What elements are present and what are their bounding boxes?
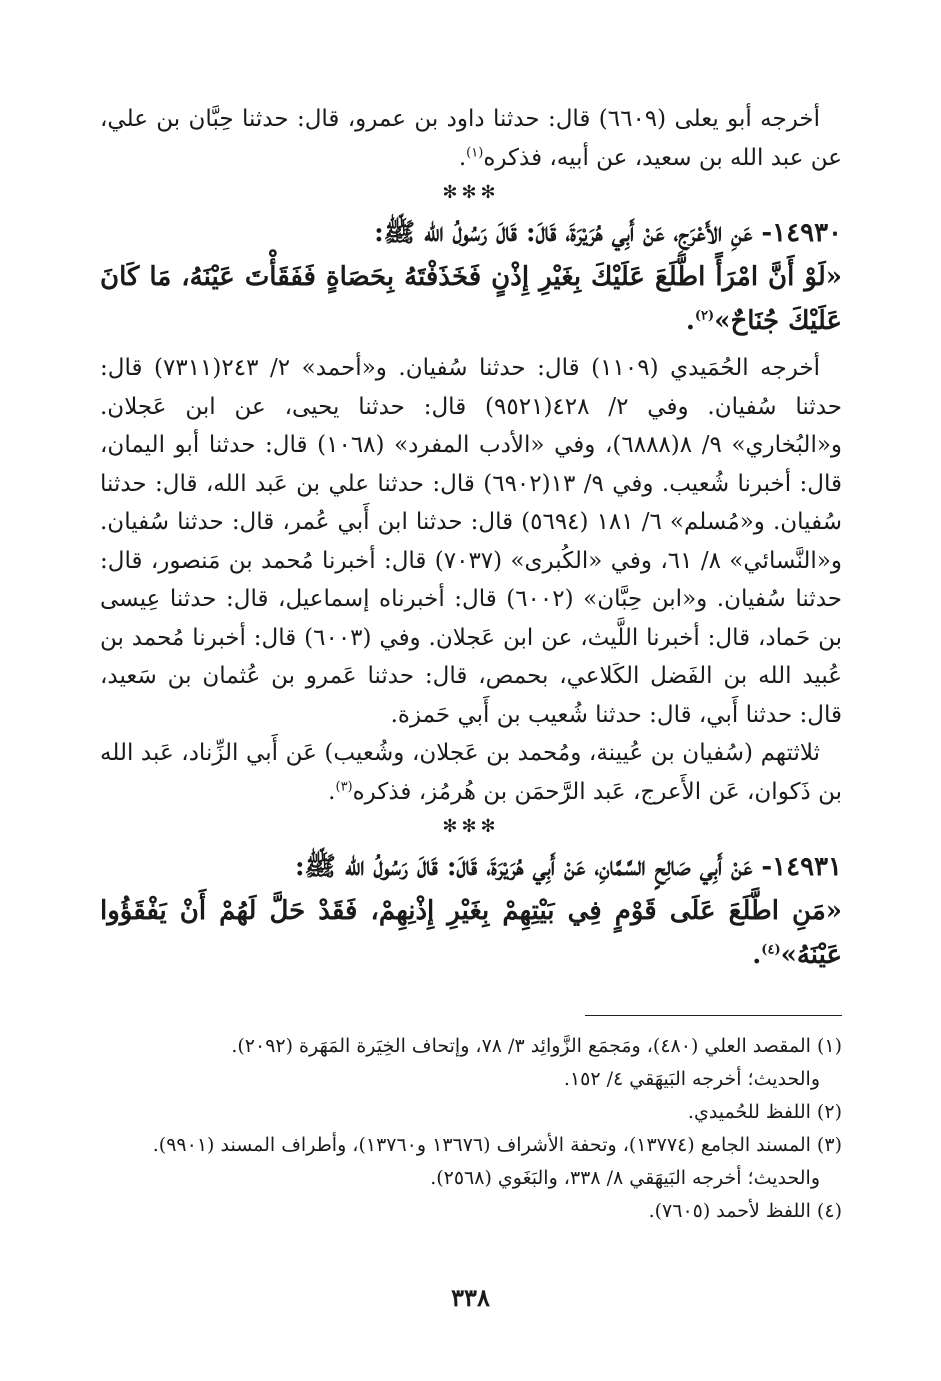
page-number: ٣٣٨: [451, 1283, 490, 1312]
paragraph-takhrij-3: ثلاثتهم (سُفيان بن عُيينة، ومُحمد بن عَجلان، وشُعيب) عَن أَبي الزِّناد، عَبد الله بن ذَكوان، عَن الأَعرج، عَبد الرَّحمَن بن هُرمُز، فذكره$^{(٣)}$.: [100, 740, 842, 805]
hadith-heading-14931: ١٤٩٣١- عَنْ أَبِي صَالِحٍ السَّمَّانِ، عَنْ أَبِي هُرَيْرَةَ، قَالَ: قَالَ رَسُولُ الله ﷺ:: [294, 852, 842, 882]
section-separator: ✻✻✻: [442, 182, 500, 203]
footnote-1-continued: والحديث؛ أخرجه البَيهَقي ٤/ ١٥٢.: [563, 1068, 820, 1090]
footnote-ref: (٤): [761, 942, 781, 958]
footnote-1: (١) المقصد العلي (٤٨٠)، ومَجمَع الزَّوائِد ٣/ ٧٨، وإتحاف الخِيَرة المَهَرة (٢٠٩٢).: [231, 1035, 842, 1057]
hadith-matn-14930: «لَوْ أَنَّ امْرَأً اطَّلَعَ عَلَيْكَ بِغَيْرِ إِذْنٍ فَخَذَفْتَهُ بِحَصَاةٍ فَفَقَأْتَ عَيْنَهُ، مَا كَانَ عَلَيْكَ جُنَاحٌ»$^{(٢)}$.: [100, 262, 842, 336]
paragraph-takhrij-2: أخرجه الحُمَيدي (١١٠٩) قال: حدثنا سُفيان. و«أحمد» ٢/ ٢٤٣(٧٣١١) قال: حدثنا سُفيان. وفي ٢/ ٤٢٨(٩٥٢١) قال: حدثنا يحيى، عن ابن عَجلان. و«البُخاري» ٩/ ٨(٦٨٨٨)، وفي «الأدب المفرد» (١٠٦٨) قال: حدثنا أبو اليمان، قال: أخبرنا شُعيب. وفي ٩/ ١٣(٦٩٠٢) قال: حدثنا علي بن عَبد الله، قال: حدثنا سُفيان. و«مُسلم» ٦/ ١٨١ (٥٦٩٤) قال: حدثنا ابن أَبي عُمر، قال: حدثنا سُفيان. و«النَّسائي» ٨/ ٦١، وفي «الكُبرى» (٧٠٣٧) قال: أخبرنا مُحمد بن مَنصور، قال: حدثنا سُفيان. و«ابن حِبَّان» (٦٠٠٢) قال: أخبرناه إسماعيل، قال: حدثنا عِيسى بن حَماد، قال: أخبرنا اللَّيث، عن ابن عَجلان. وفي (٦٠٠٣) قال: أخبرنا مُحمد بن عُبيد الله بن الفَضل الكَلاعي، بحمص، قال: حدثنا عَمرو بن عُثمان بن سَعيد، قال: حدثنا أَبي، قال: حدثنا شُعيب بن أَبي حَمزة.: [100, 355, 843, 728]
footnote-ref: (١): [466, 144, 484, 160]
paragraph-text: ثلاثتهم (سُفيان بن عُيينة، ومُحمد بن عَجلان، وشُعيب) عَن أَبي الزِّناد، عَبد الله بن ذَكوان، عَن الأَعرج، عَبد الرَّحمَن بن هُرمُز، فذكره: [100, 740, 842, 805]
paragraph-text: أخرجه أبو يعلى (٦٦٠٩) قال: حدثنا داود بن عمرو، قال: حدثنا حِبَّان بن علي، عن عبد الله بن سعيد، عن أبيه، فذكره: [100, 106, 842, 171]
matn-text: «مَنِ اطَّلَعَ عَلَى قَوْمٍ فِي بَيْتِهِمْ بِغَيْرِ إِذْنِهِمْ، فَقَدْ حَلَّ لَهُمْ أَنْ يَفْقَؤُوا عَيْنَهُ»: [100, 896, 842, 970]
footnote-2: (٢) اللفظ للحُميدي.: [687, 1101, 842, 1123]
matn-text: «لَوْ أَنَّ امْرَأً اطَّلَعَ عَلَيْكَ بِغَيْرِ إِذْنٍ فَخَذَفْتَهُ بِحَصَاةٍ فَفَقَأْتَ عَيْنَهُ، مَا كَانَ عَلَيْكَ جُنَاحٌ»: [100, 262, 842, 336]
footnotes: [100, 1030, 842, 1228]
footnote-ref: (٣): [335, 778, 353, 794]
footnote-4: (٤) اللفظ لأحمد (٧٦٠٥).: [648, 1200, 842, 1222]
footnote-divider: [585, 1015, 842, 1016]
footnote-3-continued: والحديث؛ أخرجه البَيهَقي ٨/ ٣٣٨، والبَغَوي (٢٥٦٨).: [430, 1167, 820, 1189]
hadith-matn-14931: «مَنِ اطَّلَعَ عَلَى قَوْمٍ فِي بَيْتِهِمْ بِغَيْرِ إِذْنِهِمْ، فَقَدْ حَلَّ لَهُمْ أَنْ يَفْقَؤُوا عَيْنَهُ»$^{(٤)}$.: [100, 896, 842, 970]
main-text: [100, 100, 842, 977]
section-separator: ✻✻✻: [442, 816, 500, 837]
footnote-3: (٣) المسند الجامع (١٣٧٧٤)، وتحفة الأشراف (١٣٦٧٦ و١٣٧٦٠)، وأطراف المسند (٩٩٠١).: [152, 1134, 842, 1156]
paragraph-takhrij-1: أخرجه أبو يعلى (٦٦٠٩) قال: حدثنا داود بن عمرو، قال: حدثنا حِبَّان بن علي، عن عبد الله بن سعيد، عن أبيه، فذكره$^{(١)}$.: [100, 106, 842, 171]
hadith-heading-14930: ١٤٩٣٠- عَنِ الأَعْرَجِ، عَنْ أَبِي هُرَيْرَةَ، قَالَ: قَالَ رَسُولُ الله ﷺ:: [374, 218, 842, 248]
footnote-ref: (٢): [694, 308, 715, 324]
